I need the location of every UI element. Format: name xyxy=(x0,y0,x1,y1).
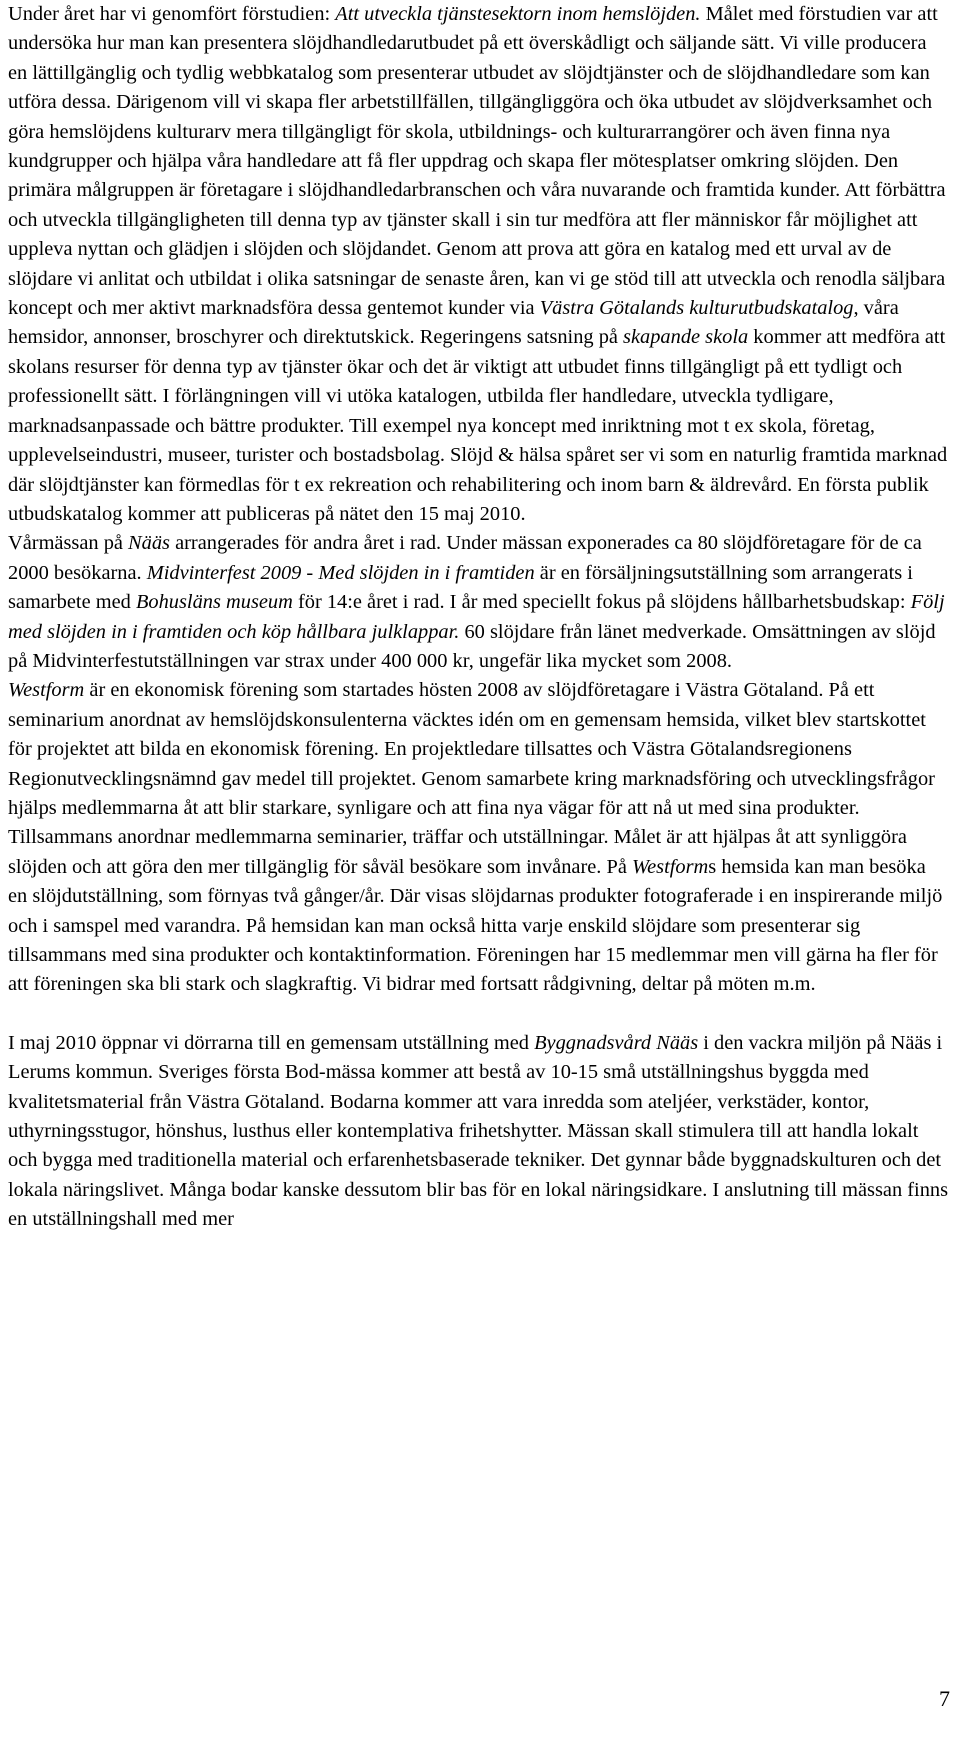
text-run: Vårmässan på xyxy=(8,532,129,555)
paragraph-westform xyxy=(8,676,950,999)
text-run: är en försäljningsutställning som arrangerats i samarbete med xyxy=(8,561,913,614)
page-number: 7 xyxy=(939,1686,950,1711)
text-run: är en ekonomisk förening som startades hösten 2008 av slöjdföretagare i Västra Götaland. På ett seminarium anordnat av hemslöjdskonsulenterna väcktes idén om en gemensam hemsida, vilket blev startskottet för projektet att bilda en ekonomisk förening. En projektledare tillsattes och Västra Götalandsregionens Regionutvecklingsnämnd gav medel till projektet. Genom samarbete kring marknadsföring och utvecklingsfrågor hjälps medlemmarna åt att blir starkare, synligare och att fina nya vägar för att nå ut med sina produkter. Tillsammans anordnar medlemmarna seminarier, träffar och utställningar. Målet är att hjälpas åt att synliggöra slöjden och att göra den mer tillgänglig för såväl besökare som invånare. På xyxy=(8,679,935,878)
italic-text-run: Västra Götalands kulturutbudskatalog xyxy=(539,297,854,320)
text-run: 60 slöjdare från länet medverkade. Omsättningen av slöjd på Midvinterfestutställningen var strax under 400 000 kr, ungefär lika mycket som 2008. xyxy=(8,620,936,672)
document-page xyxy=(8,0,950,1235)
text-run: I maj 2010 öppnar vi dörrarna till en gemensam utställning med xyxy=(8,1031,535,1054)
text-run: för 14:e året i rad. I år med speciellt fokus på slöjdens hållbarhetsbudskap: xyxy=(292,591,911,614)
paragraph-varmassan xyxy=(8,529,950,676)
text-run: i den vackra miljön på Nääs i Lerums kommun. Sveriges första Bod-mässa kommer att bestå av 10-15 små utställningshus byggda med kvalitetsmaterial från Västra Götaland. Bodarna kommer att vara inredda som ateljéer, verkstäder, kontor, uthyrningsstugor, hönshus, lusthus eller kontemplativa frihetshytter. Mässan skall stimulera till att handla lokalt och bygga med traditionella material och erfarenhetsbaserade tekniker. Det gynnar både byggnadskulturen och det lokala näringslivet. Många bodar kanske dessutom blir bas för en lokal näringsidkare. I anslutning till mässan finns en utställningshall med mer xyxy=(8,1031,949,1231)
italic-text-run: Westform xyxy=(8,679,85,702)
italic-text-run: Midvinterfest 2009 - Med slöjden in i framtiden xyxy=(146,561,535,584)
paragraph-bod-massa xyxy=(8,1029,950,1235)
text-run: arrangerades för andra året i rad. Under mässan exponerades ca 80 slöjdföretagare för de ca 2000 besökarna. xyxy=(8,532,922,584)
italic-text-run: Westform xyxy=(632,855,709,878)
italic-text-run: Bohusläns museum xyxy=(135,591,293,614)
text-run: kommer att medföra att skolans resurser för denna typ av tjänster ökar och det är viktigt att utbudet finns tillgängligt på ett tydligt och professionellt sätt. I förlängningen vill vi utöka katalogen, utbilda fler handledare, utveckla tydligare, marknadsanpassade och bättre produkter. Till exempel nya koncept med inriktning mot t ex skola, företag, upplevelseindustri, museer, turister och bostadsbolag. Slöjd & hälsa spåret ser vi som en naturlig framtida marknad där slöjdtjänster kan förmedlas för t ex rekreation och rehabilitering och inom barn & äldrevård. En första publik utbudskatalog kommer att publiceras på nätet den 15 maj 2010. xyxy=(8,326,948,525)
text-run: Under året har vi genomfört förstudien: xyxy=(8,3,336,25)
italic-text-run: skapande skola xyxy=(623,326,749,349)
paragraph-forstudien xyxy=(8,0,950,529)
italic-text-run: Följ med slöjden in i framtiden och köp hållbara julklappar. xyxy=(8,591,945,643)
text-run: s hemsida kan man besöka en slöjdutställning, som förnyas två gånger/år. Där visas slöjdarnas produkter fotograferade i en inspirerande miljö och i samspel med varandra. På hemsidan kan man också hitta varje enskild slöjdare som presenterar sig tillsammans med sina produkter och kontaktinformation. Föreningen har 15 medlemmar men vill gärna ha fler för att föreningen ska bli stark och slagkraftig. Vi bidrar med fortsatt rådgivning, deltar på möten m.m. xyxy=(8,855,943,996)
italic-text-run: Att utveckla tjänstesektorn inom hemslöjden. xyxy=(335,3,701,25)
text-run: , våra hemsidor, annonser, broschyrer och direktutskick. Regeringens satsning på xyxy=(8,297,899,349)
italic-text-run: Byggnadsvård Nääs xyxy=(534,1031,699,1054)
italic-text-run: Nääs xyxy=(128,532,170,555)
text-run: Målet med förstudien var att undersöka hur man kan presentera slöjdhandledarutbudet på ett överskådligt och säljande sätt. Vi ville producera en lättillgänglig och tydlig webbkatalog som presenterar utbudet av slöjdtjänster och de slöjdhandledare som kan utföra dessa. Därigenom vill vi skapa fler arbetstillfällen, tillgängliggöra och öka utbudet av slöjdverksamhet och göra hemslöjdens kulturarv mera tillgängligt för skola, utbildnings- och kulturarrangörer och även finna nya kundgrupper och hjälpa våra handledare att få fler uppdrag och skapa fler mötesplatser omkring slöjden. Den primära målgruppen är företagare i slöjdhandledarbranschen och våra nuvarande och framtida kunder. Att förbättra och utveckla tillgängligheten till denna typ av tjänster skall i sin tur medföra att fler människor får möjlighet att uppleva nyttan och glädjen i slöjden och slöjdandet. Genom att prova att göra en katalog med ett urval av de slöjdare vi anlitat och utbildat i olika satsningar de senaste åren, kan vi ge stöd till att utveckla och renodla säljbara koncept och mer aktivt marknadsföra dessa gentemot kunder via xyxy=(8,3,946,320)
